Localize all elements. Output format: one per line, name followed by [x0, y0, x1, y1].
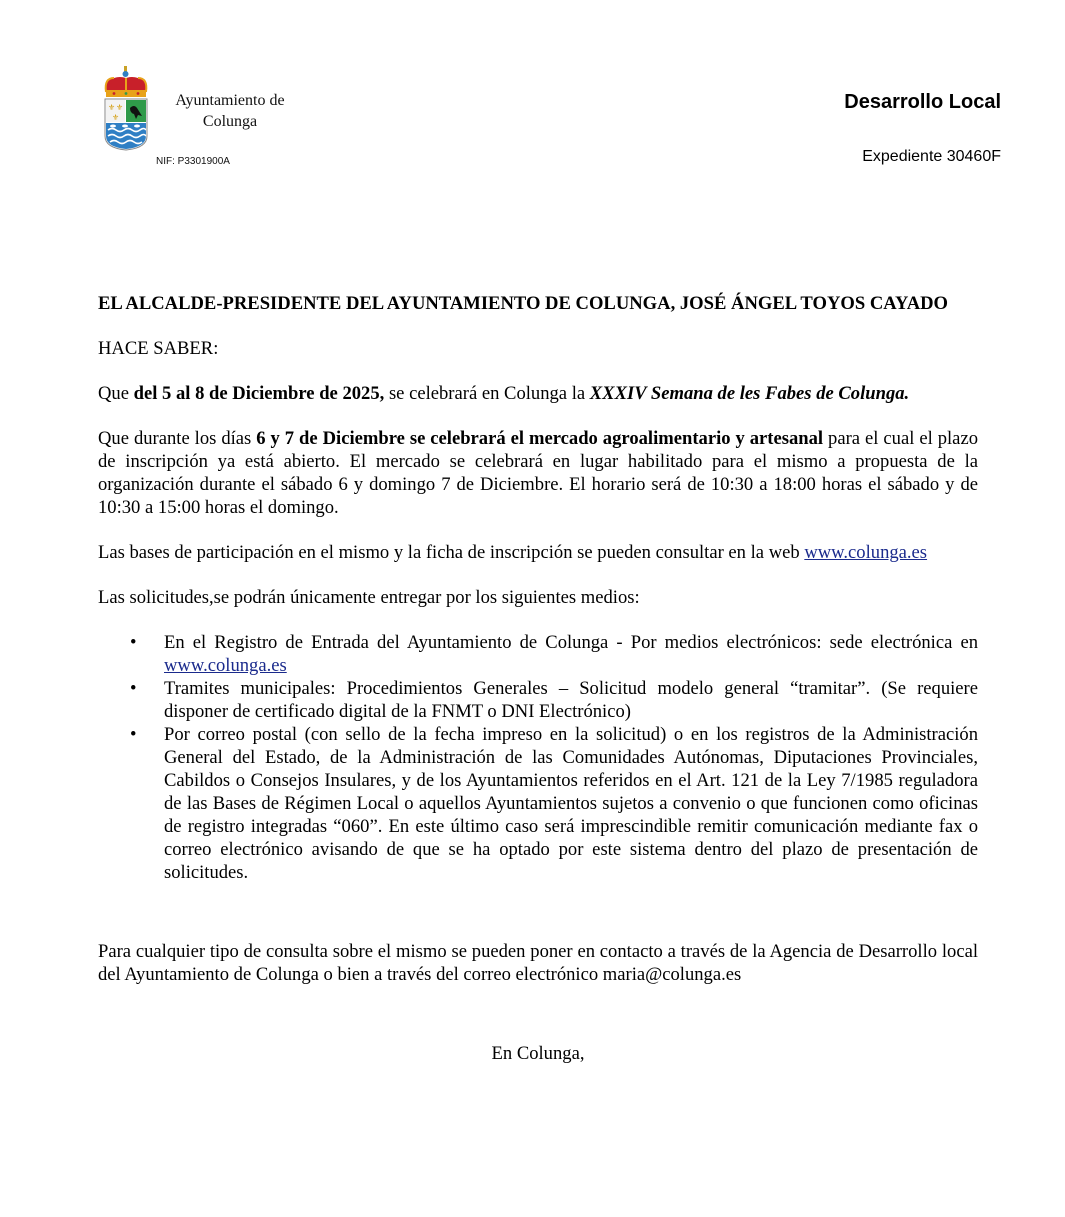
text: se celebrará en Colunga la [384, 383, 590, 404]
bullet-icon: • [130, 678, 137, 699]
text: Que durante los días [98, 428, 257, 449]
text: Tramites municipales: Procedimientos Generales – Solicitud modelo general “tramitar”. (Se requiere disponer de certificado digital de la FNMT o DNI Electrónico) [164, 678, 978, 722]
document-body [98, 292, 978, 1065]
list-item [98, 723, 978, 884]
website-link[interactable]: www.colunga.es [804, 542, 928, 563]
text: En el Registro de Entrada del Ayuntamiento de Colunga - Por medios electrónicos: sede electrónica en [164, 632, 978, 653]
file-number: Expediente 30460F [862, 148, 1001, 165]
website-link[interactable]: www.colunga.es [164, 655, 287, 676]
hace-saber: HACE SABER: [98, 338, 219, 359]
document-title: EL ALCALDE-PRESIDENTE DEL AYUNTAMIENTO DE COLUNGA, JOSÉ ÁNGEL TOYOS CAYADO [98, 293, 949, 314]
market-dates: 6 y 7 de Diciembre se celebrará el mercado agroalimentario y artesanal [256, 428, 824, 449]
text: Las bases de participación en el mismo y la ficha de inscripción se pueden consultar en la web [98, 542, 805, 563]
svg-text:⚜: ⚜ [112, 113, 120, 122]
bullet-icon: • [130, 632, 137, 653]
event-dates: del 5 al 8 de Diciembre de 2025, [133, 383, 385, 404]
paragraph-bases [98, 541, 978, 564]
paragraph-contact: Para cualquier tipo de consulta sobre el mismo se pueden poner en contacto a través de la Agencia de Desarrollo local del Ayuntamiento de Colunga o bien a través del correo electrónico maria@colunga.es [98, 941, 978, 985]
department-title: Desarrollo Local [844, 91, 1001, 113]
text: Que [98, 383, 134, 404]
text: para el cual el plazo de inscripción ya está abierto. El mercado se celebrará en lugar habilitado para el mismo a propuesta de la organización durante el sábado 6 y domingo 7 de Diciembre. El horario será de 10:30 a 18:00 horas el sábado y de 10:30 a 15:00 horas el domingo. [98, 428, 978, 518]
bullet-icon: • [130, 724, 137, 745]
event-name: XXXIV Semana de les Fabes de Colunga. [589, 383, 910, 404]
list-item [98, 631, 978, 677]
nif-label: NIF: P3301900A [156, 156, 230, 167]
closing-text: En Colunga, [491, 1043, 585, 1064]
municipality-name-line2: Colunga [202, 113, 258, 130]
municipality-name [160, 90, 300, 132]
list-item [98, 677, 978, 723]
paragraph-dates [98, 382, 978, 405]
municipality-name-line1: Ayuntamiento de [175, 92, 285, 109]
svg-text:⚜: ⚜ [108, 103, 116, 112]
paragraph-solicitudes: Las solicitudes,se podrán únicamente entregar por los siguientes medios: [98, 587, 640, 608]
municipality-logo [102, 66, 302, 176]
svg-text:⚜: ⚜ [116, 103, 124, 112]
submission-methods-list [98, 631, 978, 884]
coat-of-arms-icon [102, 66, 150, 152]
paragraph-market [98, 427, 978, 519]
text: Por correo postal (con sello de la fecha impreso en la solicitud) o en los registros de la Administración General del Estado, de la Administración de las Comunidades Autónomas, Diputaciones Provinciales, Cabildos o Consejos Insulares, y de los Ayuntamientos referidos en el Art. 121 de la Ley 7/1985 reguladora de las Bases de Régimen Local o aquellos Ayuntamientos sujetos a convenio o que funcionen como oficinas de registro integradas “060”. En este último caso será imprescindible remitir comunicación mediante fax o correo electrónico avisando de que se ha optado por este sistema dentro del plazo de presentación de solicitudes. [164, 724, 978, 883]
